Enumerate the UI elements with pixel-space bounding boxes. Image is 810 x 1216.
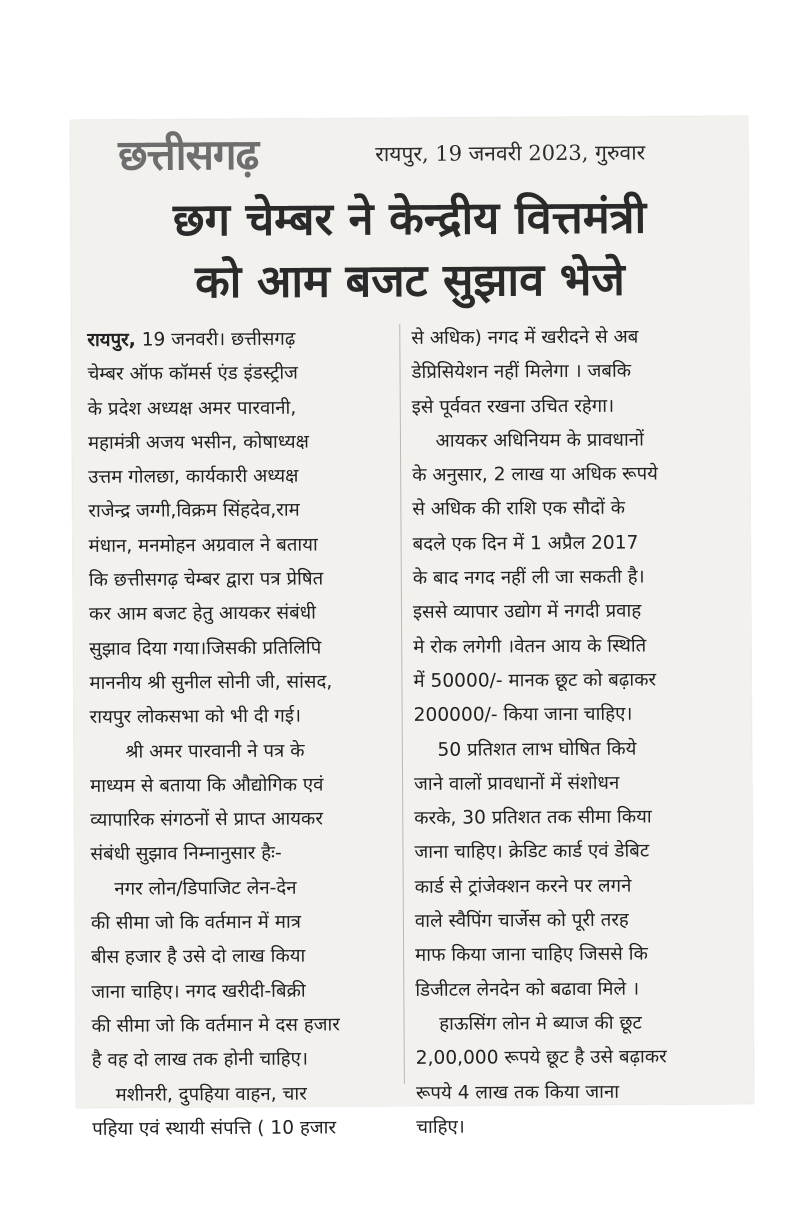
- article-line: के प्रदेश अध्यक्ष अमर पारवानी,: [87, 397, 297, 420]
- article-line: 2,00,000 रूपये छूट है उसे बढ़ाकर: [415, 1046, 667, 1070]
- article-line: राजेन्द्र जग्गी,विक्रम सिंहदेव,राम: [88, 500, 300, 523]
- article-line: संबंधी सुझाव निम्नानुसार हैः-: [90, 843, 282, 866]
- article-line: कार्ड से ट्रांजेक्शन करने पर लगने: [414, 875, 632, 898]
- headline-line: को आम बजट सुझाव भेजे: [194, 252, 625, 309]
- article-line: जाने वालों प्रावधानों में संशोधन: [414, 772, 620, 795]
- article-line: माफ किया जाना चाहिए जिससे कि: [415, 943, 648, 967]
- article-line: करके, 30 प्रतिशत तक सीमा किया: [414, 806, 652, 830]
- article-line-text: 19 जनवरी। छत्तीसगढ़: [135, 328, 296, 351]
- dateline: रायपुर, 19 जनवरी 2023, गुरुवार: [375, 140, 646, 167]
- article-line: इसे पूर्ववत रखना उचित रहेगा।: [411, 395, 615, 418]
- article-line: जाना चाहिए। नगद खरीदी-बिक्री: [91, 980, 306, 1003]
- article-line: चेम्बर ऑफ कॉमर्स एंड इंडस्ट्रीज: [87, 362, 299, 386]
- headline: [70, 186, 749, 314]
- article-line: डेप्रिसियेशन नहीं मिलेगा । जबकि: [411, 360, 632, 384]
- article-line: के अनुसार, 2 लाख या अधिक रूपये: [412, 463, 659, 487]
- page-header: [70, 116, 748, 186]
- article-line: नगर लोन/डिपाजिट लेन-देन: [90, 877, 297, 900]
- article-line: माध्यम से बताया कि औद्योगिक एवं: [90, 774, 324, 797]
- article-line: डिजीटल लेनदेन को बढावा मिले ।: [415, 978, 640, 1001]
- article-line: कि छत्तीसगढ़ चेम्बर द्वारा पत्र प्रेषित: [88, 568, 324, 591]
- article-line: कर आम बजट हेतु आयकर संबंधी: [88, 602, 317, 626]
- article-line: महामंत्री अजय भसीन, कोषाध्यक्ष: [87, 431, 310, 454]
- article-line: [87, 322, 389, 358]
- article-line: हाऊसिंग लोन मे ब्याज की छूट: [415, 1012, 642, 1035]
- article-line: माननीय श्री सुनील सोनी जी, सांसद,: [89, 671, 333, 694]
- article-line: चाहिए।: [416, 1116, 465, 1138]
- article-line: मशीनरी, दुपहिया वाहन, चार: [91, 1083, 307, 1106]
- article-line: रायपुर लोकसभा को भी दी गई।: [89, 705, 302, 729]
- article-line: के बाद नगद नहीं ली जा सकती है।: [412, 566, 645, 589]
- article-line: से अधिक) नगद में खरीदने से अब: [411, 326, 639, 349]
- article-line: मंधान, मनमोहन अग्रवाल ने बताया: [88, 534, 318, 557]
- article-line: है वह दो लाख तक होनी चाहिए।: [91, 1048, 309, 1072]
- article-line: में 50000/- मानक छूट को बढ़ाकर: [413, 669, 657, 692]
- article-line: इससे व्यापार उद्योग में नगदी प्रवाह: [412, 600, 642, 624]
- article-right-column: [411, 320, 734, 1145]
- article-line: रूपये 4 लाख तक किया जाना: [415, 1081, 620, 1104]
- article-line: 50 प्रतिशत लाभ घोषित किये: [413, 738, 637, 761]
- article-line: वाले स्वैपिंग चार्जेस को पूरी तरह: [414, 909, 629, 932]
- article-line: सुझाव दिया गया।जिसकी प्रतिलिपि: [89, 637, 322, 660]
- article-dateline-city: रायपुर,: [87, 329, 136, 351]
- article-line: की सीमा जो कि वर्तमान मे दस हजार: [91, 1014, 340, 1037]
- article-line: मे रोक लगेगी ।वेतन आय के स्थिति: [413, 635, 647, 658]
- article-line: जाना चाहिए। क्रेडिट कार्ड एवं डेबिट: [414, 840, 650, 864]
- article-line: श्री अमर पारवानी ने पत्र के: [89, 740, 305, 763]
- article-line: 200000/- किया जाना चाहिए।: [413, 703, 633, 727]
- article-line: उत्तम गोलछा, कार्यकारी अध्यक्ष: [88, 465, 299, 489]
- article-left-column: [87, 322, 394, 1147]
- article-line: बदले एक दिन में 1 अप्रैल 2017: [412, 532, 639, 555]
- newspaper-clipping: [70, 116, 754, 1140]
- article-line: पहिया एवं स्थायी संपत्ति ( 10 हजार: [92, 1117, 337, 1140]
- column-divider: [399, 324, 405, 1084]
- headline-line: छग चेम्बर ने केन्द्रीय वित्तमंत्री: [172, 190, 647, 247]
- article-line: की सीमा जो कि वर्तमान में मात्र: [90, 911, 302, 934]
- article-line: आयकर अधिनियम के प्रावधानों: [411, 429, 644, 452]
- article-line: बीस हजार है उसे दो लाख किया: [91, 945, 306, 969]
- article-line: व्यापारिक संगठनों से प्राप्त आयकर: [90, 808, 323, 832]
- section-name: छत्तीसगढ़: [118, 129, 259, 180]
- article-line: से अधिक की राशि एक सौदों के: [412, 498, 626, 521]
